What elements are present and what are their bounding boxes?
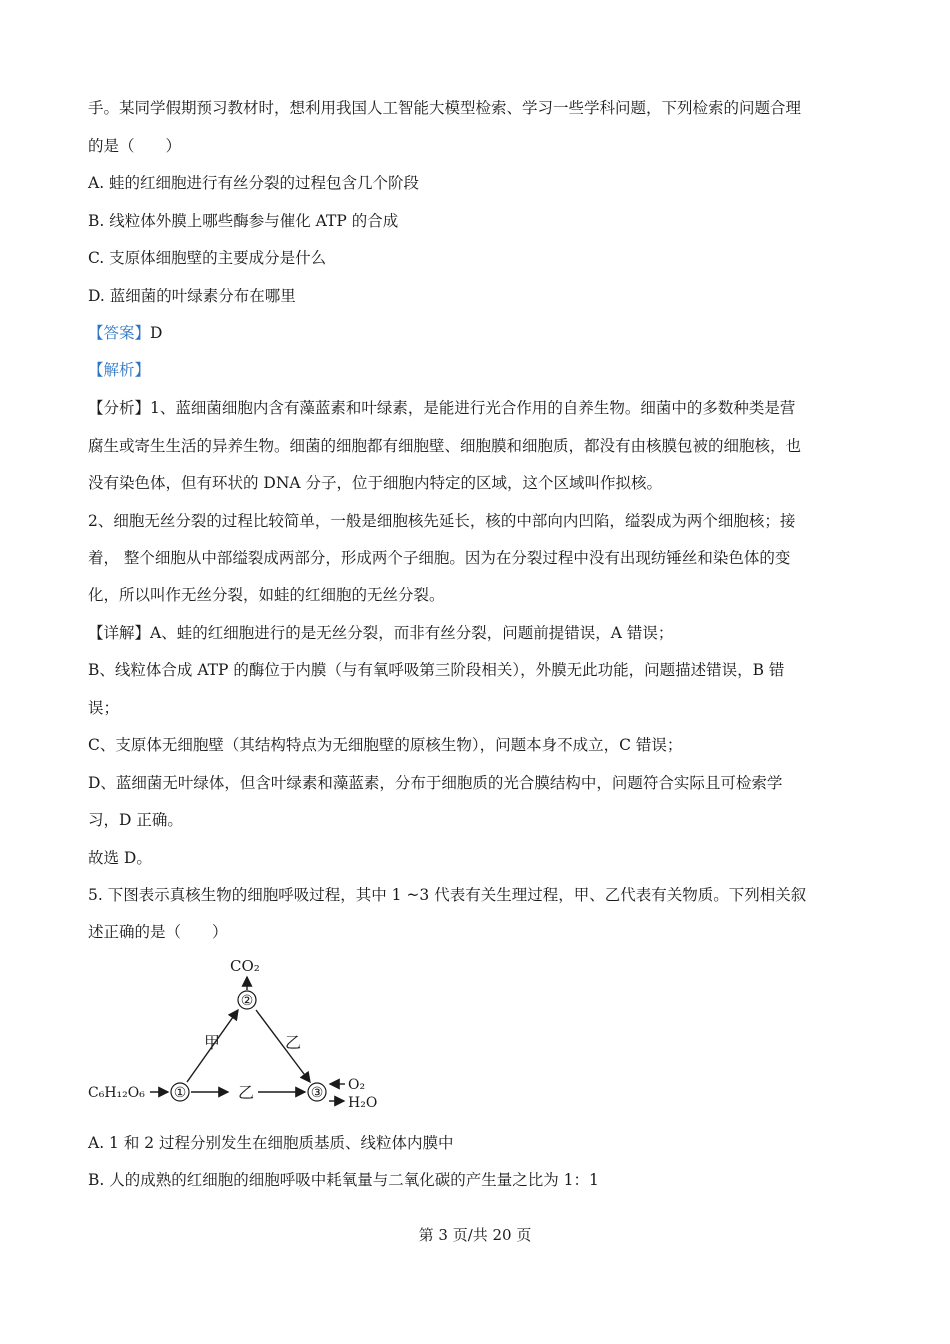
analysis-p1-line2: 腐生或寄生生活的异养生物。细菌的细胞都有细胞壁、细胞膜和细胞质，都没有由核膜包被的细胞核，也 bbox=[88, 437, 802, 455]
analysis-head: 【分析】 bbox=[88, 399, 151, 417]
analysis-label: 【解析】 bbox=[88, 361, 151, 379]
answer-label: 【答案】 bbox=[88, 324, 151, 342]
q4-option-a: A. 蛙的红细胞进行有丝分裂的过程包含几个阶段 bbox=[88, 174, 420, 192]
q5-stem-line2: 述正确的是（ ） bbox=[88, 923, 228, 941]
q4-stem-line1: 手。某同学假期预习教材时，想利用我国人工智能大模型检索、学习一些学科问题，下列检索的问题合理 bbox=[88, 99, 802, 117]
co2-label: CO₂ bbox=[230, 957, 260, 975]
detail-b-line2: 误； bbox=[88, 699, 120, 717]
detail-a-text: A、蛙的红细胞进行的是无丝分裂，而非有丝分裂，问题前提错误，A 错误； bbox=[150, 624, 674, 642]
detail-b-line1: B、线粒体合成 ATP 的酶位于内膜（与有氧呼吸第三阶段相关），外膜无此功能，问题描述错误，B 错 bbox=[88, 661, 785, 679]
analysis-p2-line2: 着， 整个细胞从中部缢裂成两部分，形成两个子细胞。因为在分裂过程中没有出现纺锤丝和染色体的变 bbox=[88, 549, 791, 567]
answer-value: D bbox=[150, 324, 163, 342]
q4-option-c: C. 支原体细胞壁的主要成分是什么 bbox=[88, 249, 327, 267]
h2o-label: H₂O bbox=[348, 1095, 378, 1111]
q5-option-b: B. 人的成熟的红细胞的细胞呼吸中耗氧量与二氧化碳的产生量之比为 1：1 bbox=[88, 1171, 599, 1189]
o2-label: O₂ bbox=[348, 1077, 366, 1093]
q4-option-d: D. 蓝细菌的叶绿素分布在哪里 bbox=[88, 287, 296, 305]
q5-option-a: A. 1 和 2 过程分别发生在细胞质基质、线粒体内膜中 bbox=[88, 1134, 454, 1152]
yi-right-label: 乙 bbox=[285, 1033, 302, 1052]
jia-label: 甲 bbox=[204, 1033, 221, 1052]
conclusion-line: 故选 D。 bbox=[88, 849, 152, 867]
answer-line bbox=[88, 321, 162, 343]
arrow-2-to-3 bbox=[256, 1010, 310, 1082]
q5-stem-line1: 5. 下图表示真核生物的细胞呼吸过程，其中 1 ~3 代表有关生理过程，甲、乙代表有关物质。下列相关叙 bbox=[88, 886, 807, 904]
cell-respiration-diagram bbox=[80, 950, 400, 1120]
detail-c-line: C、支原体无细胞壁（其结构特点为无细胞壁的原核生物），问题本身不成立，C 错误； bbox=[88, 736, 683, 754]
analysis-p1-line1 bbox=[88, 396, 795, 418]
analysis-p1-text: 1、蓝细菌细胞内含有藻蓝素和叶绿素，是能进行光合作用的自养生物。细菌中的多数种类是营 bbox=[150, 399, 796, 417]
detail-d-line1: D、蓝细菌无叶绿体，但含叶绿素和藻蓝素，分布于细胞质的光合膜结构中，问题符合实际且可检索学 bbox=[88, 774, 783, 792]
node-3-label: ③ bbox=[310, 1085, 324, 1101]
detail-head: 【详解】 bbox=[88, 624, 151, 642]
q4-option-b: B. 线粒体外膜上哪些酶参与催化 ATP 的合成 bbox=[88, 212, 399, 230]
detail-a-line bbox=[88, 621, 673, 643]
node-2-label: ② bbox=[240, 993, 254, 1009]
q4-stem-line2: 的是（ ） bbox=[88, 137, 182, 155]
analysis-p1-line3: 没有染色体，但有环状的 DNA 分子，位于细胞内特定的区域，这个区域叫作拟核。 bbox=[88, 474, 663, 492]
page-footer: 第 3 页/共 20 页 bbox=[418, 1226, 532, 1244]
yi-bottom-label: 乙 bbox=[238, 1083, 255, 1102]
detail-d-line2: 习，D 正确。 bbox=[88, 811, 183, 829]
analysis-p2-line3: 化，所以叫作无丝分裂，如蛙的红细胞的无丝分裂。 bbox=[88, 586, 445, 604]
glucose-label: C₆H₁₂O₆ bbox=[88, 1085, 145, 1101]
analysis-p2-line1: 2、细胞无丝分裂的过程比较简单，一般是细胞核先延长，核的中部向内凹陷，缢裂成为两个细胞核；接 bbox=[88, 512, 796, 530]
node-1-label: ① bbox=[173, 1085, 187, 1101]
